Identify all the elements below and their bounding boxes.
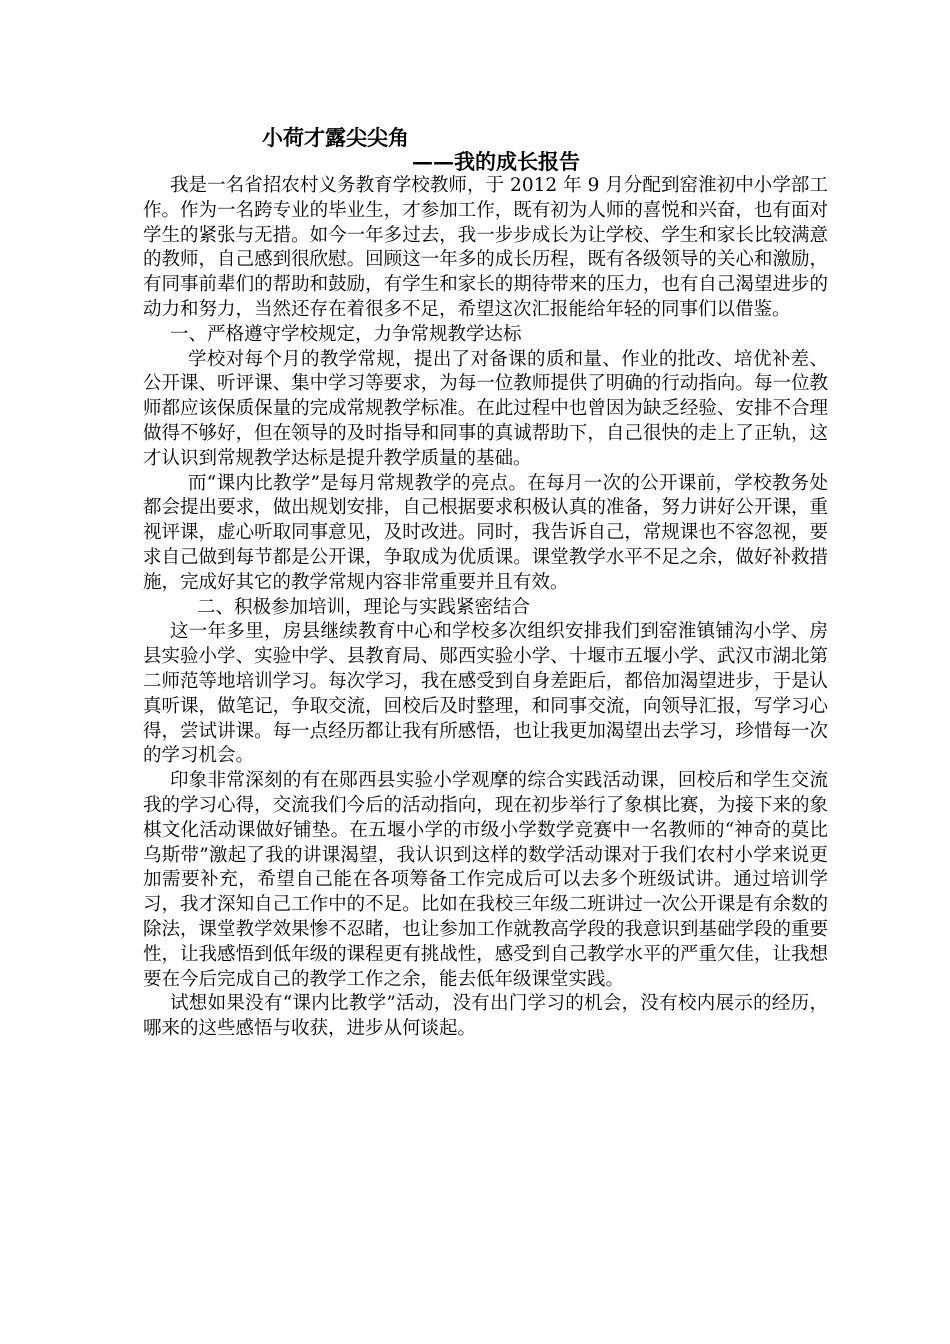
paragraph-open-class: 而“课内比教学”是每月常规教学的亮点。在每月一次的公开课前，学校教务处都会提出要求，做出规划安排，自己根据要求积极认真的准备，努力讲好公开课，重视评课，虚心听取同事意见，及时改进。同时，我告诉自己，常规课也不容忽视，要求自己做到每节都是公开课，争取成为优质课。课堂教学水平不足之余，做好补救措施，完成好其它的教学常规内容非常重要并且有效。 bbox=[143, 472, 828, 593]
paragraph-intro: 我是一名省招农村义务教育学校教师，于 2012 年 9 月分配到窑淮初中小学部工作。作为一名跨专业的毕业生，才参加工作，既有初为人师的喜悦和兴奋，也有面对学生的紧张与无措。如今一年多过去，我一步步成长为让学校、学生和家长比较满意的教师，自己感到很欣慰。回顾这一年多的成长历程，既有各级领导的关心和激励，有同事前辈们的帮助和鼓励，有学生和家长的期待带来的压力，也有自己渴望进步的动力和努力，当然还存在着很多不足，希望这次汇报能给年轻的同事们以借鉴。 bbox=[143, 175, 828, 320]
paragraph-conclusion: 试想如果没有“课内比教学”活动，没有出门学习的机会，没有校内展示的经历，哪来的这些感悟与收获，进步从何谈起。 bbox=[143, 993, 828, 1040]
document-body bbox=[143, 174, 828, 1042]
paragraph-routine: 学校对每个月的教学常规，提出了对备课的质和量、作业的批改、培优补差、公开课、听评课、集中学习等要求，为每一位教师提供了明确的行动指向。每一位教师都应该保质保量的完成常规教学标准。在此过程中也曾因为缺乏经验、安排不合理做得不够好，但在领导的及时指导和同事的真诚帮助下，自己很快的走上了正轨，这才认识到常规教学达标是提升教学质量的基础。 bbox=[143, 348, 828, 469]
paragraph-training: 这一年多里，房县继续教育中心和学校多次组织安排我们到窑淮镇铺沟小学、房县实验小学、实验中学、县教育局、郧西实验小学、十堰市五堰小学、武汉市湖北第二师范等地培训学习。每次学习，我在感受到自身差距后，都倍加渴望进步，于是认真听课，做笔记，争取交流，回校后及时整理，和同事交流，向领导汇报，写学习心得，尝试讲课。每一点经历都让我有所感悟，也让我更加渴望出去学习，珍惜每一次的学习机会。 bbox=[143, 621, 828, 767]
section-heading-1: 一、严格遵守学校规定，力争常规教学达标 bbox=[170, 323, 522, 345]
document-subtitle: ——我的成长报告 bbox=[412, 149, 580, 174]
section-heading-2: 二、积极参加培训，理论与实践紧密结合 bbox=[197, 596, 531, 618]
document-title: 小荷才露尖尖角 bbox=[262, 125, 409, 150]
paragraph-impression: 印象非常深刻的有在郧西县实验小学观摩的综合实践活动课，回校后和学生交流我的学习心得，交流我们今后的活动指向，现在初步举行了象棋比赛，为接下来的象棋文化活动课做好铺垫。在五堰小学的市级小学数学竞赛中一名教师的“神奇的莫比乌斯带”激起了我的讲课渴望，我认识到这样的数学活动课对于我们农村小学来说更加需要补充，希望自己能在各项筹备工作完成后可以去多个班级试讲。通过培训学习，我才深知自己工作中的不足。比如在我校三年级二班讲过一次公开课是有余数的除法，课堂教学效果惨不忍睹，也让参加工作就教高学段的我意识到基础学段的重要性，让我感悟到低年级的课程更有挑战性，感受到自己教学水平的严重欠佳，让我想要在今后完成自己的教学工作之余，能去低年级课堂实践。 bbox=[143, 770, 828, 990]
